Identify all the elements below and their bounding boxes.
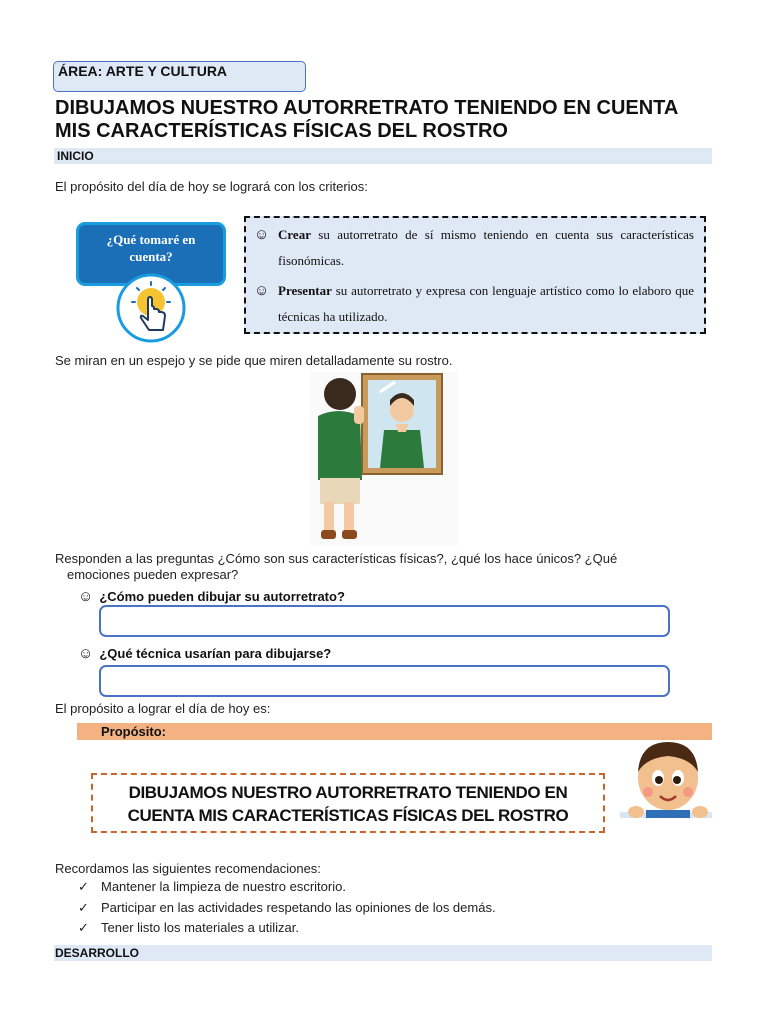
questions-intro-line-2: emociones pueden expresar? xyxy=(67,567,239,582)
mirror-text: Se miran en un espejo y se pide que miren detalladamente su rostro. xyxy=(55,353,453,368)
list-item xyxy=(78,900,496,921)
question-button-line-2: cuenta? xyxy=(129,249,173,264)
questions-intro-line-1: Responden a las preguntas ¿Cómo son sus características físicas?, ¿qué los hace únicos? ¿Qué xyxy=(55,551,618,566)
question-2-text: ¿Qué técnica usarían para dibujarse? xyxy=(99,646,332,661)
answer-field-1[interactable] xyxy=(99,605,670,637)
recommendation-text: Tener listo los materiales a utilizar. xyxy=(101,920,299,935)
list-item xyxy=(78,920,496,941)
criterion-2-bold: Presentar xyxy=(278,283,332,298)
criterion-1 xyxy=(254,222,694,274)
inicio-section-header: INICIO xyxy=(54,148,712,164)
purpose-intro: El propósito a lograr el día de hoy es: xyxy=(55,701,271,716)
recommendation-text: Participar en las actividades respetando las opiniones de los demás. xyxy=(101,899,496,915)
criterion-1-bold: Crear xyxy=(278,227,311,242)
area-label: ÁREA: ARTE Y CULTURA xyxy=(53,61,306,92)
desarrollo-section-header: DESARROLLO xyxy=(54,945,712,961)
boy-avatar-illustration xyxy=(620,738,712,824)
boy-mirror-illustration xyxy=(310,372,458,546)
recommend-intro: Recordamos las siguientes recomendaciones: xyxy=(55,861,321,876)
answer-field-2[interactable] xyxy=(99,665,670,697)
criteria-box xyxy=(244,216,706,334)
checkmark-icon: ✓ xyxy=(78,899,89,915)
question-1-text: ¿Cómo pueden dibujar su autorretrato? xyxy=(99,589,345,604)
criterion-2 xyxy=(254,278,694,330)
smiley-icon: ☺ xyxy=(254,283,270,299)
purpose-section-header: Propósito: xyxy=(77,723,712,740)
list-item xyxy=(78,879,496,900)
purpose-box xyxy=(91,773,605,833)
smiley-icon: ☺ xyxy=(254,227,270,243)
checkmark-icon: ✓ xyxy=(78,920,89,935)
hand-pointer-icon xyxy=(115,272,187,344)
purpose-line-1: DIBUJAMOS NUESTRO AUTORRETRATO TENIENDO EN xyxy=(128,783,568,802)
question-1 xyxy=(78,588,345,605)
title-line-2: MIS CARACTERÍSTICAS FÍSICAS DEL ROSTRO xyxy=(55,120,508,142)
criterion-2-text: su autorretrato y expresa con lenguaje artístico como lo elaboro que técnicas ha utilizado. xyxy=(278,283,694,324)
title-line-1: DIBUJAMOS NUESTRO AUTORRETRATO TENIENDO EN CUENTA xyxy=(55,97,679,119)
smiley-icon: ☺ xyxy=(78,588,94,605)
page-title xyxy=(55,97,725,143)
intro-text: El propósito del día de hoy se logrará con los criterios: xyxy=(55,179,368,194)
recommendation-list xyxy=(78,879,496,941)
purpose-line-2: CUENTA MIS CARACTERÍSTICAS FÍSICAS DEL ROSTRO xyxy=(127,806,569,825)
question-button-line-1: ¿Qué tomaré en xyxy=(106,232,196,247)
question-2 xyxy=(78,645,331,662)
criterion-1-text: su autorretrato de sí mismo teniendo en cuenta sus características fisonómicas. xyxy=(278,227,694,268)
recommendation-text: Mantener la limpieza de nuestro escritorio. xyxy=(101,879,346,894)
smiley-icon: ☺ xyxy=(78,645,94,662)
checkmark-icon: ✓ xyxy=(78,879,89,894)
